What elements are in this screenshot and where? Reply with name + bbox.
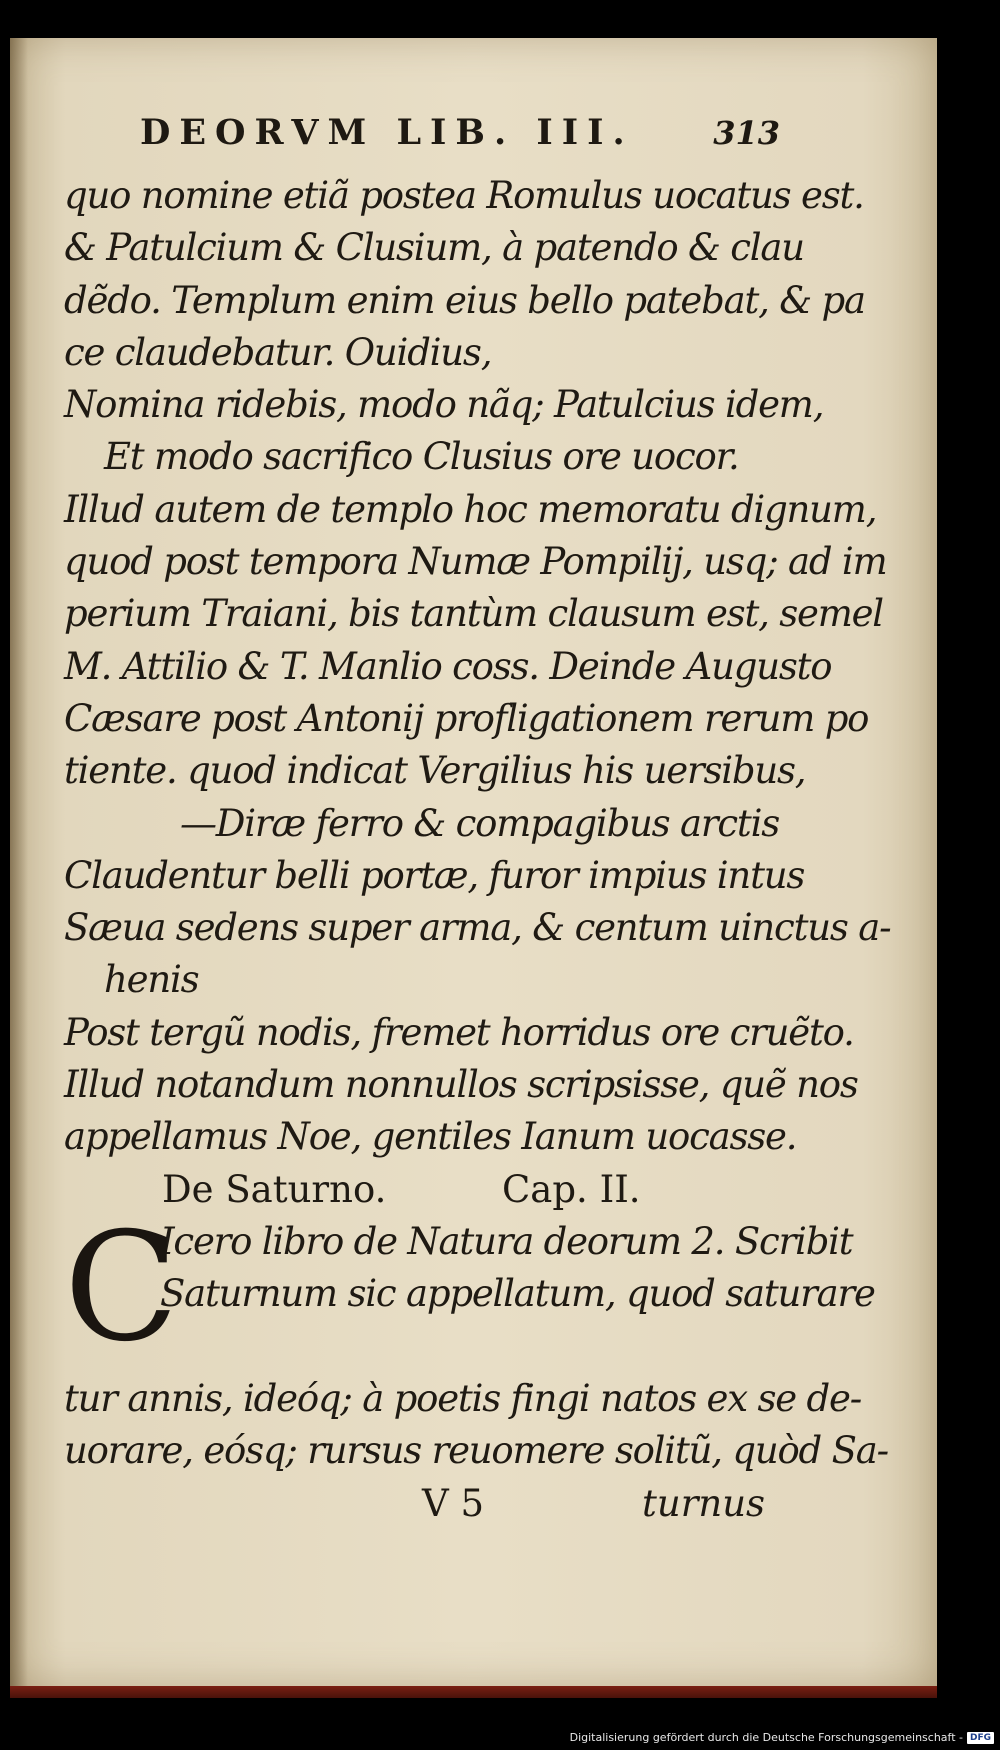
spine-shadow bbox=[10, 38, 28, 1686]
verse-line: Nomina ridebis, modo nãq; Patulcius idem, bbox=[64, 383, 824, 427]
text-line: tiente. quod indicat Vergilius his uersibus, bbox=[64, 749, 806, 793]
catchline bbox=[64, 1478, 784, 1530]
text-line: uorare, eósq; rursus reuomere solitũ, quòd Sa- bbox=[64, 1429, 888, 1473]
main-text bbox=[64, 170, 891, 1530]
verse-line: henis bbox=[104, 958, 199, 1002]
verse-line: Claudentur belli portæ, furor impius intus bbox=[64, 853, 805, 897]
text-line: M. Attilio & T. Manlio coss. Deinde Augusto bbox=[64, 644, 832, 688]
initial-paragraph bbox=[64, 1200, 875, 1375]
chapter-title: De Saturno. bbox=[162, 1167, 387, 1211]
text-line: ce claudebatur. Ouidius, bbox=[64, 330, 492, 374]
signature-mark: V 5 bbox=[422, 1481, 485, 1525]
chapter-number: Cap. II. bbox=[502, 1167, 641, 1211]
running-head bbox=[140, 112, 780, 153]
page-bottom-edge bbox=[10, 1686, 937, 1698]
verse-line: Post tergũ nodis, fremet horridus ore cruẽto. bbox=[64, 1010, 854, 1054]
dfg-logo: DFG bbox=[967, 1732, 994, 1744]
text-line: Cæsare post Antonij profligationem rerum po bbox=[64, 696, 869, 740]
text-line: quod post tempora Numæ Pompilij, usq; ad im bbox=[64, 540, 887, 584]
text-line: Icero libro de Natura deorum 2. Scribit bbox=[160, 1219, 853, 1263]
text-line: Saturnum sic appellatum, quod saturare bbox=[160, 1272, 875, 1316]
text-line: tur annis, ideóq; à poetis fingi natos ex se de- bbox=[64, 1376, 862, 1420]
text-line: quo nomine etiã postea Romulus uocatus est. bbox=[64, 174, 864, 217]
text-line: dẽdo. Templum enim eius bello patebat, & pa bbox=[64, 278, 865, 322]
text-line: Illud notandum nonnullos scripsisse, quẽ nos bbox=[64, 1063, 858, 1107]
credit-text: Digitalisierung gefördert durch die Deutsche Forschungsgemeinschaft - bbox=[569, 1731, 963, 1744]
text-line: appellamus Noe, gentiles Ianum uocasse. bbox=[64, 1115, 797, 1159]
verse-line: Sæua sedens super arma, & centum uinctus a- bbox=[64, 906, 891, 950]
text-line: perium Traiani, bis tantùm clausum est, semel bbox=[64, 592, 883, 636]
text-line: Illud autem de templo hoc memoratu dignum, bbox=[64, 487, 877, 531]
page-number: 313 bbox=[713, 114, 780, 152]
digitization-credit bbox=[570, 1731, 994, 1744]
verse-line: —Diræ ferro & compagibus arctis bbox=[180, 801, 779, 845]
catchword: turnus bbox=[642, 1481, 766, 1525]
running-head-title: DEORVM LIB. III. bbox=[140, 112, 634, 153]
text-line: & Patulcium & Clusium, à patendo & clau bbox=[64, 226, 804, 270]
verse-line: Et modo sacrifico Clusius ore uocor. bbox=[104, 435, 739, 479]
drop-cap-initial: C bbox=[64, 1200, 179, 1375]
